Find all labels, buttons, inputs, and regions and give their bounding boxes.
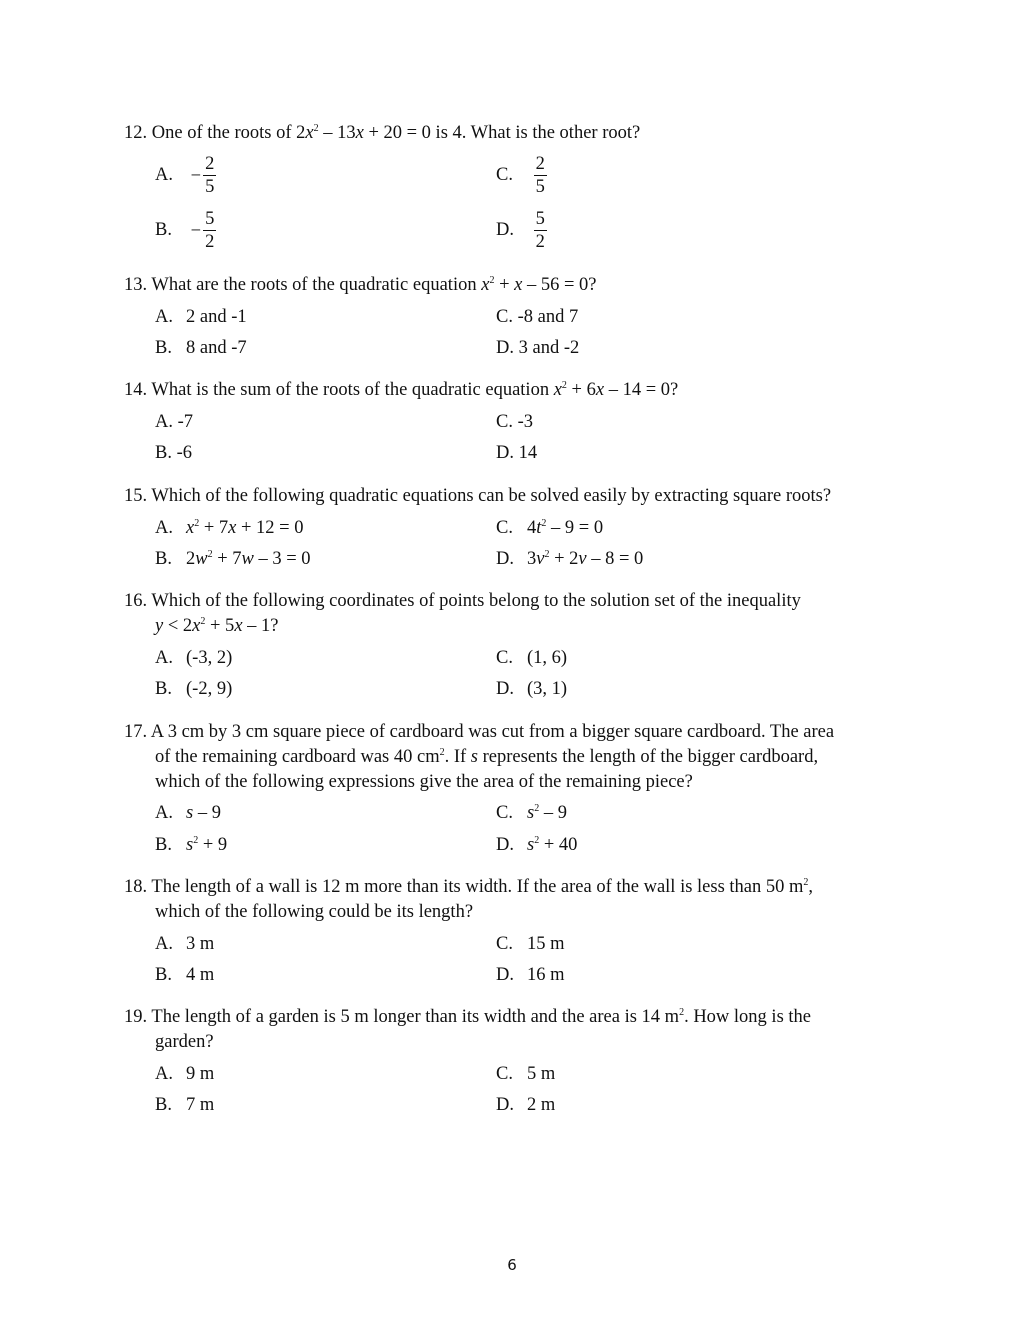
option-d[interactable]: D. 5 2 xyxy=(496,209,545,252)
question-stem-continued: of the remaining cardboard was 40 $cm^2$. If s represents the length of the bigger cardboard, xyxy=(155,747,819,767)
option-c[interactable]: C. -3 xyxy=(496,412,534,432)
option-a[interactable]: A. − $\frac{2}{5}$ xyxy=(155,154,215,197)
option-a[interactable]: A. -7 xyxy=(155,412,194,432)
question-stem-continued: garden? xyxy=(155,1032,214,1052)
page-number: 6 xyxy=(507,1256,517,1274)
option-a[interactable]: A. s – 9 xyxy=(155,803,221,823)
option-b[interactable]: B. (-2, 9) xyxy=(155,679,233,699)
question-stem: 17. A 3 cm by 3 cm square piece of cardboard was cut from a bigger square cardboard. The area xyxy=(124,722,835,742)
option-c[interactable]: C. -8 and 7 xyxy=(496,307,579,327)
question-15 xyxy=(124,484,904,569)
option-b[interactable]: B. 8 and -7 xyxy=(155,338,247,358)
question-16 xyxy=(124,589,904,699)
fraction: − $\frac{2}{5}$ xyxy=(190,154,215,197)
option-b[interactable]: B. $2w^2 + 7w - 3 = 0$ xyxy=(155,549,311,569)
option-d[interactable]: D. 16 m xyxy=(496,965,565,985)
option-b[interactable]: B. -6 xyxy=(155,443,193,463)
option-b[interactable]: B. $s^2 + 9$ xyxy=(155,835,228,855)
question-stem: 15. Which of the following quadratic equations can be solved easily by extracting square roots? xyxy=(124,486,832,506)
question-13 xyxy=(124,273,904,358)
option-d[interactable]: D. $3v^2 + 2v - 8 = 0$ xyxy=(496,549,644,569)
option-b[interactable]: B. 4 m xyxy=(155,965,215,985)
option-c[interactable]: C. $4t^2 - 9 = 0$ xyxy=(496,518,604,538)
option-a[interactable]: A. $x^2 + 7x + 12 = 0$ xyxy=(155,518,304,538)
option-b[interactable]: B. 7 m xyxy=(155,1095,215,1115)
question-stem-continued: which of the following expressions give the area of the remaining piece? xyxy=(155,772,693,792)
question-stem-continued: which of the following could be its length? xyxy=(155,902,474,922)
question-stem: 16. Which of the following coordinates of points belong to the solution set of the inequality xyxy=(124,591,801,611)
option-b[interactable]: B. − $\frac{5}{2}$ xyxy=(155,209,215,252)
fraction: − $\frac{5}{2}$ xyxy=(190,209,215,252)
question-14 xyxy=(124,378,904,463)
question-18 xyxy=(124,875,904,985)
option-d[interactable]: D. $s^2 + 40$ xyxy=(496,835,578,855)
option-c[interactable]: C. $s^2 - 9$ xyxy=(496,803,567,823)
option-a[interactable]: A. 9 m xyxy=(155,1064,215,1084)
question-stem: 13. What are the roots of the quadratic equation $x^2 + x - 56 = 0$? xyxy=(124,275,597,295)
question-stem: 19. The length of a garden is 5 m longer than its width and the area is 14 $m^2$. How long is the xyxy=(124,1007,811,1027)
option-c[interactable]: C. 5 m xyxy=(496,1064,556,1084)
option-c[interactable]: C. 15 m xyxy=(496,934,565,954)
option-d[interactable]: D. 2 m xyxy=(496,1095,556,1115)
fraction: 2 5 xyxy=(535,154,545,197)
question-19 xyxy=(124,1005,904,1115)
option-a[interactable]: A. 3 m xyxy=(155,934,215,954)
option-c[interactable]: C. 2 5 xyxy=(496,154,545,197)
question-stem: 12. One of the roots of $2x^2 - 13x + 20 = 0$ is 4. What is the other root? xyxy=(124,123,641,143)
option-d[interactable]: D. 3 and -2 xyxy=(496,338,580,358)
option-a[interactable]: A. 2 and -1 xyxy=(155,307,247,327)
option-c[interactable]: C. (1, 6) xyxy=(496,648,568,668)
question-stem-continued: $y < 2x^2 + 5x - 1$? xyxy=(155,616,279,636)
question-stem: 18. The length of a wall is 12 m more than its width. If the area of the wall is less than 50 $m^2$, xyxy=(124,877,814,897)
fraction: 5 2 xyxy=(535,209,545,252)
question-stem: 14. What is the sum of the roots of the quadratic equation $x^2 + 6x - 14 = 0$? xyxy=(124,380,679,400)
option-d[interactable]: D. 14 xyxy=(496,443,538,463)
question-17 xyxy=(124,720,904,855)
option-a[interactable]: A. (-3, 2) xyxy=(155,648,233,668)
question-12 xyxy=(124,121,904,252)
option-d[interactable]: D. (3, 1) xyxy=(496,679,568,699)
